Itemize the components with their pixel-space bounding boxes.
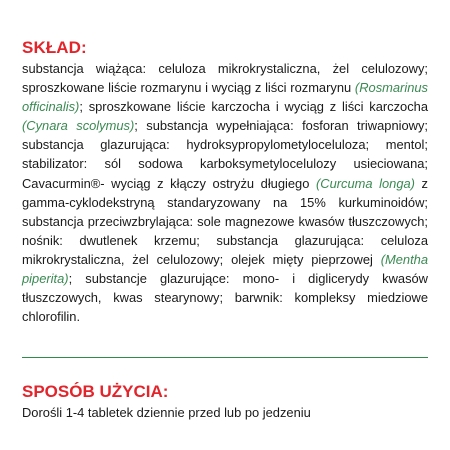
latin-name: (Cynara scolymus) (22, 118, 135, 134)
latin-name: (Mentha piperita) (22, 251, 428, 287)
section-divider (22, 357, 428, 358)
ingredient-segment: ; substancja wypełniająca: fosforan triwapniowy; substancja glazurująca: hydroksypropylometyloceluloza; mentol; stabilizator: sól sodowa karboksymetylocelulozy usieciowana; Cavacurmin®- wyciąg z kłączy ostryżu długiego (22, 118, 428, 191)
usage-text: Dorośli 1-4 tabletek dziennie przed lub po jedzeniu (22, 405, 311, 420)
ingredient-segment: ; sproszkowane liście karczocha i wyciąg z liści karczocha (79, 99, 428, 115)
usage-heading: SPOSÓB UŻYCIA: (22, 382, 169, 401)
latin-name: (Rosmarinus officinalis) (22, 80, 428, 115)
ingredient-segment: z gamma-cyklodekstryną standaryzowany na 15% kurkuminoidów; substancja przeciwzbrylająca: sole magnezowe kwasów tłuszczowych; nośnik: dwutlenek krzemu; substancja glazurująca: celuloza mikrokrystaliczna, żel celulozowy; olejek mięty pieprzowej (22, 175, 428, 267)
latin-name: (Curcuma longa) (315, 175, 415, 191)
ingredients-text (22, 59, 428, 326)
ingredient-segment: substancja wiążąca: celuloza mikrokrystaliczna, żel celulozowy; sproszkowane liście rozmarynu i wyciąg z liści rozmarynu (22, 61, 428, 96)
ingredient-segment: ; substancje glazurujące: mono- i diglicerydy kwasów tłuszczowych, kwas stearynowy; barwnik: kompleksy miedziowe chlorofilin. (22, 271, 428, 325)
composition-heading: SKŁAD: (22, 38, 87, 57)
